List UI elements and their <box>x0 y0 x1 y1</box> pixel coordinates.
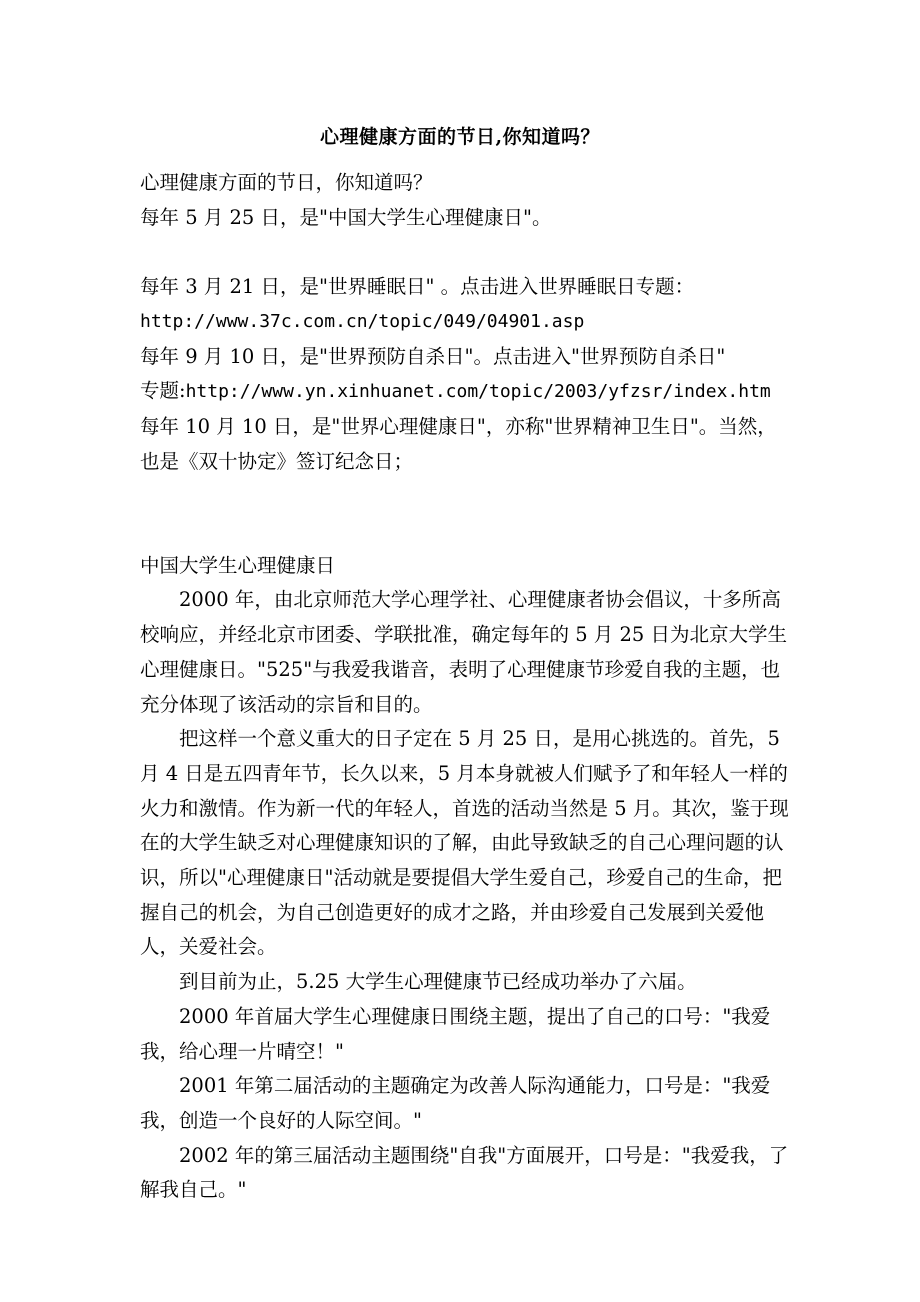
blank-lines <box>140 479 790 548</box>
document-title: 心理健康方面的节日,你知道吗？ <box>319 126 601 148</box>
line-mar21: 每年 3 月 21 日，是"世界睡眠日" 。点击进入世界睡眠日专题： <box>140 275 695 299</box>
blank-line <box>140 235 790 270</box>
document-body <box>140 166 790 1208</box>
line-sep10: 每年 9 月 10 日，是"世界预防自杀日"。点击进入"世界预防自杀日" <box>140 344 726 368</box>
link-suicide-prevention[interactable]: http://www.yn.xinhuanet.com/topic/2003/yfzsr/index.htm <box>185 381 771 403</box>
paragraph: 2000 年首届大学生心理健康日围绕主题，提出了自己的口号："我爱我，给心理一片晴空！" <box>140 1004 771 1063</box>
link-sleep-day[interactable]: http://www.37c.com.cn/topic/049/04901.asp <box>140 310 585 332</box>
paragraph: 2000 年，由北京师范大学心理学社、心理健康者协会倡议，十多所高校响应，并经北京市团委、学联批准，确定每年的 5 月 25 日为北京大学生心理健康日。"525"与我爱我谐音，表明了心理健康节珍爱自我的主题，也充分体现了该活动的宗旨和目的。 <box>140 588 788 716</box>
topic-prefix: 专题: <box>140 379 186 403</box>
intro-heading: 心理健康方面的节日，你知道吗？ <box>140 171 433 194</box>
line-sep10-topic <box>140 374 790 410</box>
paragraph: 把这样一个意义重大的日子定在 5 月 25 日，是用心挑选的。首先，5 月 4 日是五四青年节，长久以来，5 月本身就被人们赋予了和年轻人一样的火力和激情。作为新一代的年轻人，首选的活动当然是 5 月。其次，鉴于现在的大学生缺乏对心理健康知识的了解，由此导致缺乏的自己心理问题的认识，所以"心理健康日"活动就是要提倡大学生爱自己，珍爱自己的生命，把握自己的机会，为自己创造更好的成才之路，并由珍爱自己发展到关爱他人，关爱社会。 <box>140 727 789 959</box>
paragraph: 2001 年第二届活动的主题确定为改善人际沟通能力，口号是："我爱我，创造一个良好的人际空间。" <box>140 1074 771 1132</box>
section-heading: 中国大学生心理健康日 <box>140 553 336 577</box>
line-may25: 每年 5 月 25 日，是"中国大学生心理健康日"。 <box>140 205 552 229</box>
paragraph: 到目前为止，5.25 大学生心理健康节已经成功举办了六届。 <box>179 970 697 994</box>
line-oct10: 每年 10 月 10 日，是"世界心理健康日"，亦称"世界精神卫生日"。当然，也是《双十协定》签订纪念日； <box>140 414 777 473</box>
paragraph: 2002 年的第三届活动主题围绕"自我"方面展开，口号是："我爱我，了解我自己。" <box>140 1143 789 1202</box>
